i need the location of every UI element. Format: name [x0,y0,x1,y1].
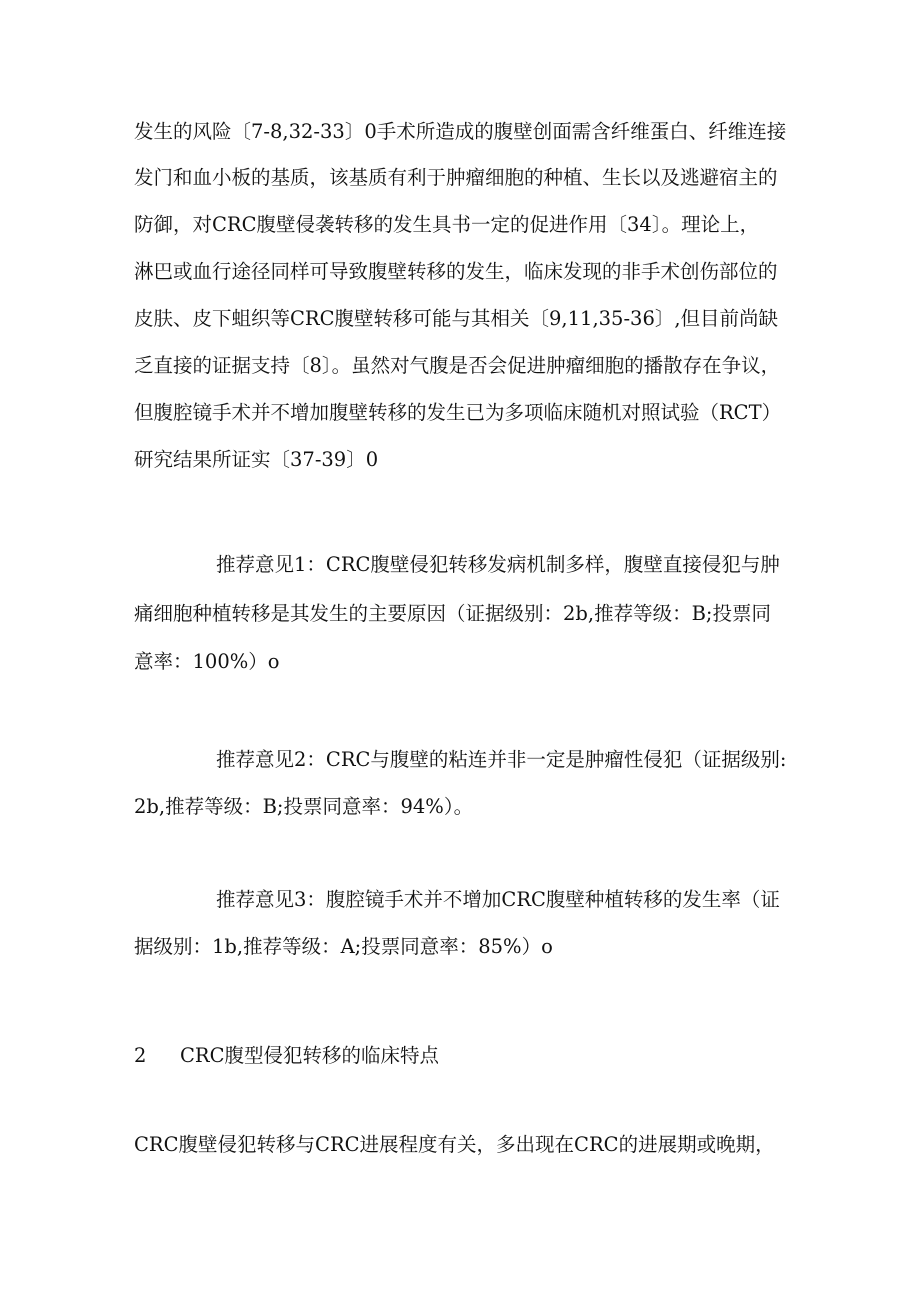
text-line: 乏直接的证据支持〔8〕。虽然对气腹是否会促进肿瘤细胞的播散存在争议， [134,354,781,377]
text-line: 淋巴或血行途径同样可导致腹壁转移的发生，临床发现的非手术创伤部位的 [134,260,778,283]
text-line: 痛细胞种植转移是其发生的主要原因（证据级别：2b,推荐等级：B;投票同 [134,602,771,625]
text-line: 据级别：1b,推荐等级：A;投票同意率：85%）o [134,935,553,958]
text-line: 皮肤、皮下蛆织等CRC腹壁转移可能与其相关〔9,11,35-36〕,但目前尚缺 [134,307,779,330]
text-line: 意率：100%）o [134,650,280,673]
text-line: 推荐意见1：CRC腹壁侵犯转移发病机制多样，腹壁直接侵犯与肿 [216,553,780,576]
section-title: CRC腹型侵犯转移的临床特点 [180,1044,440,1067]
text-line: 发门和血小板的基质，该基质有利于肿瘤细胞的种植、生长以及逃避宿主的 [134,166,778,189]
text-line: 但腹腔镜手术并不增加腹壁转移的发生已为多项临床随机对照试验（RCT） [134,401,782,424]
text-line: CRC腹壁侵犯转移与CRC进展程度有关，多出现在CRC的进展期或晚期， [134,1133,775,1156]
text-line: 防御，对CRC腹壁侵袭转移的发生具书一定的促进作用〔34〕。理论上， [134,213,760,236]
text-line: 推荐意见3：腹腔镜手术并不增加CRC腹壁种植转移的发生率（证 [216,888,780,911]
text-line: 2b,推荐等级：B;投票同意率：94%）。 [134,795,474,818]
text-line: 发生的风险〔7-8,32-33〕0手术所造成的腹壁创面需含纤维蛋白、纤维连接 [134,120,787,143]
text-line: 推荐意见2：CRC与腹壁的粘连并非一定是肿瘤性侵犯（证据级别: [216,748,787,771]
section-number: 2 [134,1044,147,1067]
text-line: 研究结果所证实〔37-39〕0 [134,448,379,471]
